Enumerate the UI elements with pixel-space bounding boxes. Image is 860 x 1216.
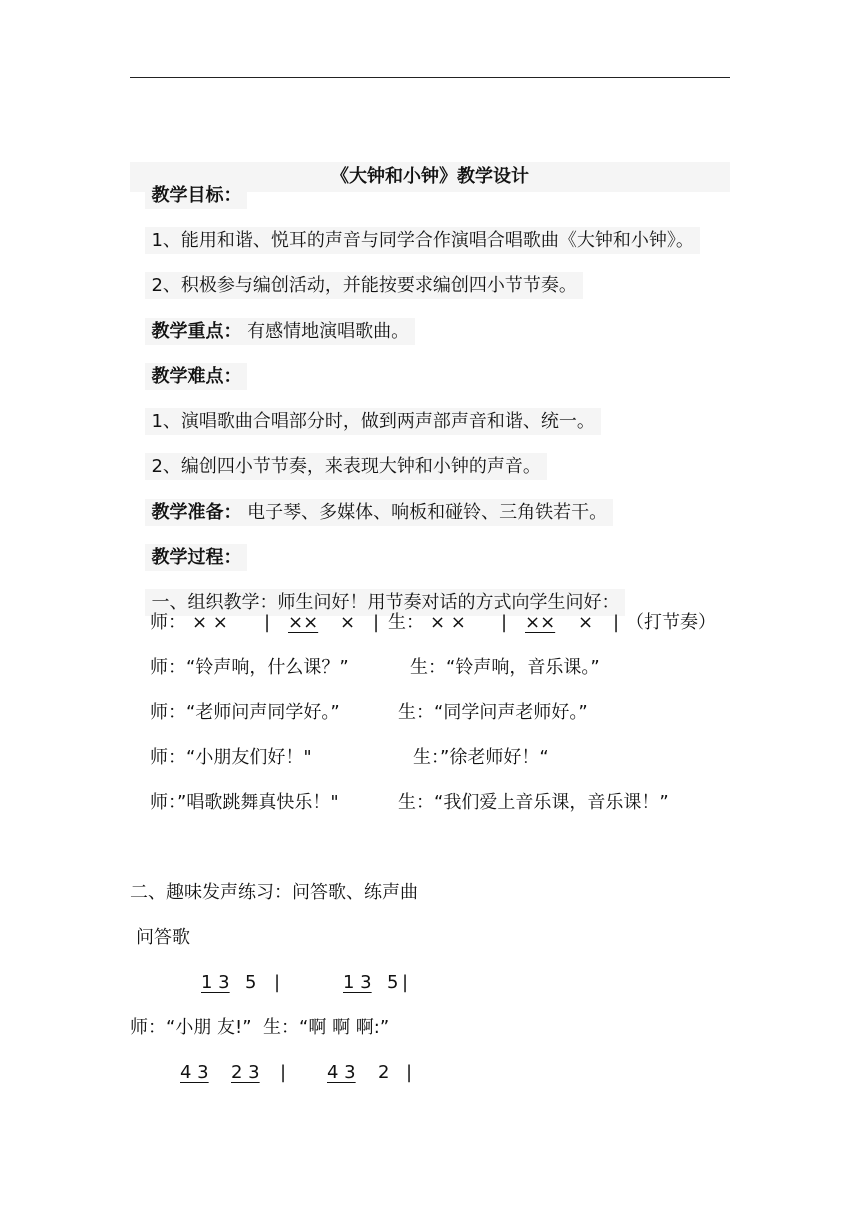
lyric-line-1: 师：“小朋 友!” 生：“啊 啊 啊:” xyxy=(130,1017,390,1038)
notation1-a: 1 3 xyxy=(201,972,230,993)
dialogue-student-3: 生：”徐老师好！“ xyxy=(413,747,549,768)
preparation-row xyxy=(134,477,613,525)
objective-1-row xyxy=(134,205,700,253)
rhythm-teacher-prefix: 师： xyxy=(150,612,186,633)
objective-1: 1、能用和谐、悦耳的声音与同学合作演唱合唱歌曲《大钟和小钟》。 xyxy=(145,227,699,254)
objective-2-row xyxy=(134,250,583,298)
difficulty-2: 2、编创四小节节奏，来表现大钟和小钟的声音。 xyxy=(145,453,546,480)
header-rule xyxy=(130,77,730,78)
difficulty-label: 教学难点： xyxy=(145,363,247,390)
rhythm-xx-2: ×× xyxy=(525,612,556,633)
objectives-label: 教学目标： xyxy=(145,182,247,209)
dialogue-teacher-4: 师：”唱歌跳舞真快乐！" xyxy=(150,792,339,813)
dialogue-teacher-1: 师：“铃声响，什么课？” xyxy=(150,657,349,678)
rhythm-bar-3: | xyxy=(501,612,508,633)
process-label-row xyxy=(134,522,247,570)
notation1-d: 5 xyxy=(387,972,399,993)
dialogue-student-4: 生：“我们爱上音乐课，音乐课！” xyxy=(398,792,669,813)
rhythm-x-pair-2: × × xyxy=(430,612,466,633)
rhythm-xx-1: ×× xyxy=(288,612,319,633)
rhythm-x-1: × xyxy=(340,612,356,633)
objective-2: 2、积极参与编创活动，并能按要求编创四小节节奏。 xyxy=(145,272,582,299)
notation2-d: 2 xyxy=(378,1062,390,1083)
page-title: 《大钟和小钟》教学设计 xyxy=(130,162,730,192)
step2-heading: 二、趣味发声练习：问答歌、练声曲 xyxy=(130,882,418,903)
dialogue-student-2: 生：“同学问声老师好。” xyxy=(398,702,588,723)
step1-text: 一、组织教学：师生问好！用节奏对话的方式向学生问好： xyxy=(145,589,625,616)
process-label: 教学过程： xyxy=(145,544,247,571)
rhythm-note: （打节奏） xyxy=(626,612,716,633)
notation2-a: 4 3 xyxy=(180,1062,209,1083)
rhythm-x-2: × xyxy=(578,612,594,633)
difficulty-1: 1、演唱歌曲合唱部分时，做到两声部声音和谐、统一。 xyxy=(145,408,600,435)
dialogue-teacher-3: 师：“小朋友们好！" xyxy=(150,747,312,768)
preparation-label: 教学准备： xyxy=(151,502,242,523)
key-point-text: 有感情地演唱歌曲。 xyxy=(241,321,410,342)
rhythm-x-pair-1: × × xyxy=(192,612,228,633)
rhythm-bar-4: | xyxy=(613,612,620,633)
notation2-bar-1: | xyxy=(280,1062,287,1083)
preparation-text: 电子琴、多媒体、响板和碰铃、三角铁若干。 xyxy=(241,502,608,523)
notation1-bar-1: | xyxy=(274,972,281,993)
notation1-c: 1 3 xyxy=(343,972,372,993)
difficulty-label-row xyxy=(134,341,247,389)
notation2-bar-2: | xyxy=(406,1062,413,1083)
qa-song-label: 问答歌 xyxy=(136,927,190,948)
dialogue-teacher-2: 师：“老师问声同学好。” xyxy=(150,702,340,723)
rhythm-student-prefix: 生： xyxy=(388,612,424,633)
notation1-bar-2: | xyxy=(402,972,409,993)
dialogue-student-1: 生：“铃声响，音乐课。” xyxy=(410,657,600,678)
difficulty-1-row xyxy=(134,386,601,434)
step1-row xyxy=(134,567,625,615)
rhythm-bar-1: | xyxy=(264,612,271,633)
notation2-c: 4 3 xyxy=(327,1062,356,1083)
difficulty-2-row xyxy=(134,431,547,479)
key-point-row xyxy=(134,296,415,344)
key-point-label: 教学重点： xyxy=(151,321,242,342)
notation2-b: 2 3 xyxy=(231,1062,260,1083)
rhythm-bar-2: | xyxy=(373,612,380,633)
notation1-b: 5 xyxy=(245,972,257,993)
objectives-label-row xyxy=(134,160,247,208)
